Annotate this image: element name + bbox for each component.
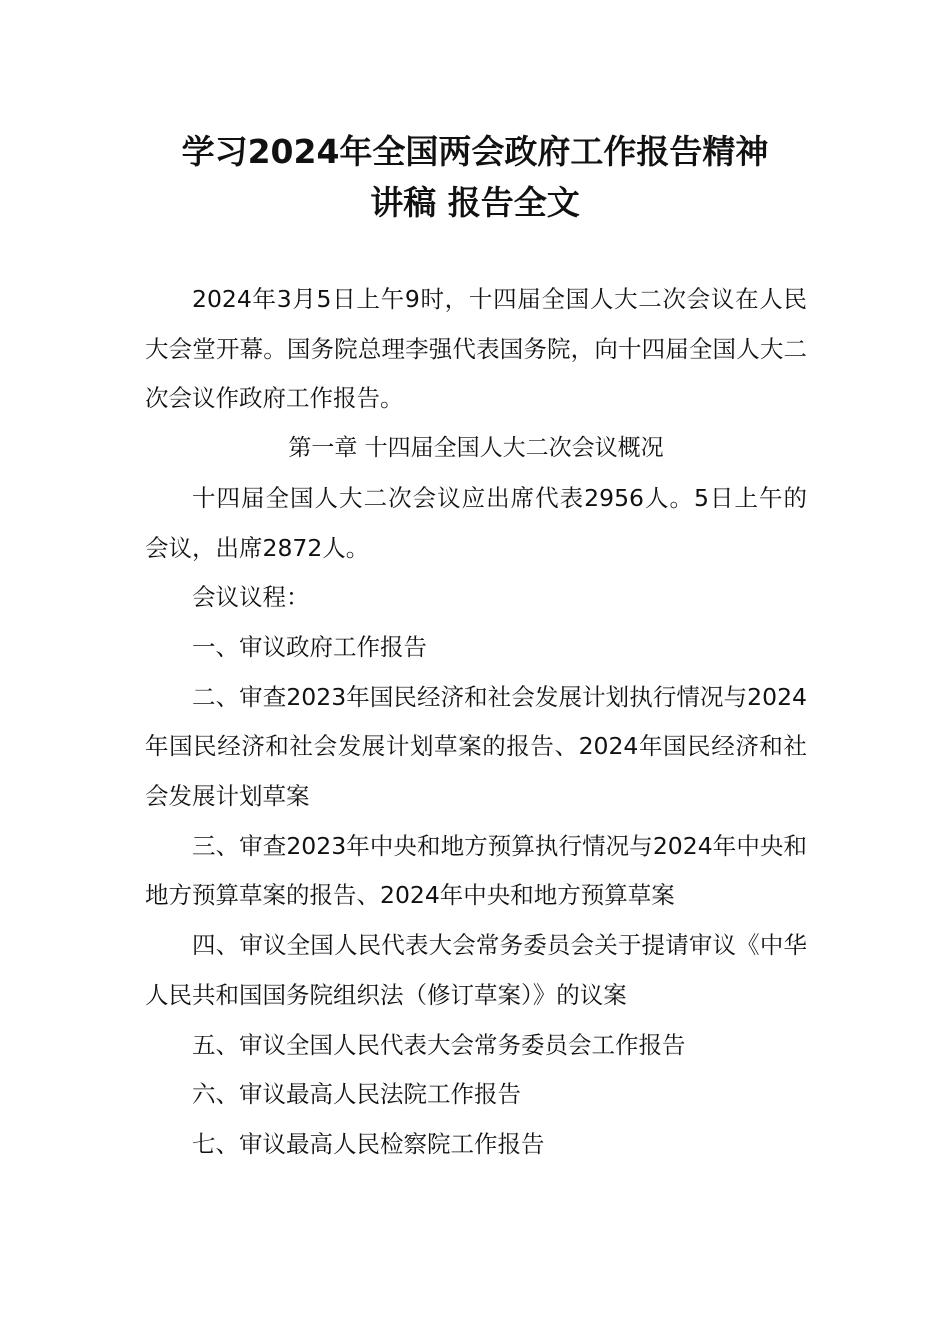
title-line-2: 讲稿 报告全文 (370, 183, 580, 222)
intro-paragraph: 2024年3月5日上午9时，十四届全国人大二次会议在人民大会堂开幕。国务院总理李强代表国务院，向十四届全国人大二次会议作政府工作报告。 (145, 285, 807, 413)
attendance-paragraph: 十四届全国人大二次会议应出席代表2956人。5日上午的会议，出席2872人。 (145, 483, 807, 562)
agenda-item-5: 五、审议全国人民代表大会常务委员会工作报告 (192, 1030, 686, 1059)
agenda-item-3: 三、审查2023年中央和地方预算执行情况与2024年中央和地方预算草案的报告、2024年中央和地方预算草案 (145, 831, 807, 910)
agenda-item-4: 四、审议全国人民代表大会常务委员会关于提请审议《中华人民共和国国务院组织法（修订草案）》的议案 (145, 931, 807, 1009)
agenda-item-7: 七、审议最高人民检察院工作报告 (192, 1129, 545, 1158)
agenda-item-6: 六、审议最高人民法院工作报告 (192, 1080, 521, 1109)
agenda-heading: 会议议程： (192, 583, 310, 612)
agenda-item-2: 二、审查2023年国民经济和社会发展计划执行情况与2024年国民经济和社会发展计划草案的报告、2024年国民经济和社会发展计划草案 (145, 682, 807, 811)
document-title (130, 126, 820, 228)
agenda-item-1: 一、审议政府工作报告 (192, 632, 427, 661)
title-line-1: 学习2024年全国两会政府工作报告精神 (181, 132, 769, 171)
document-body (145, 275, 807, 1170)
chapter-heading: 第一章 十四届全国人大二次会议概况 (288, 435, 664, 462)
